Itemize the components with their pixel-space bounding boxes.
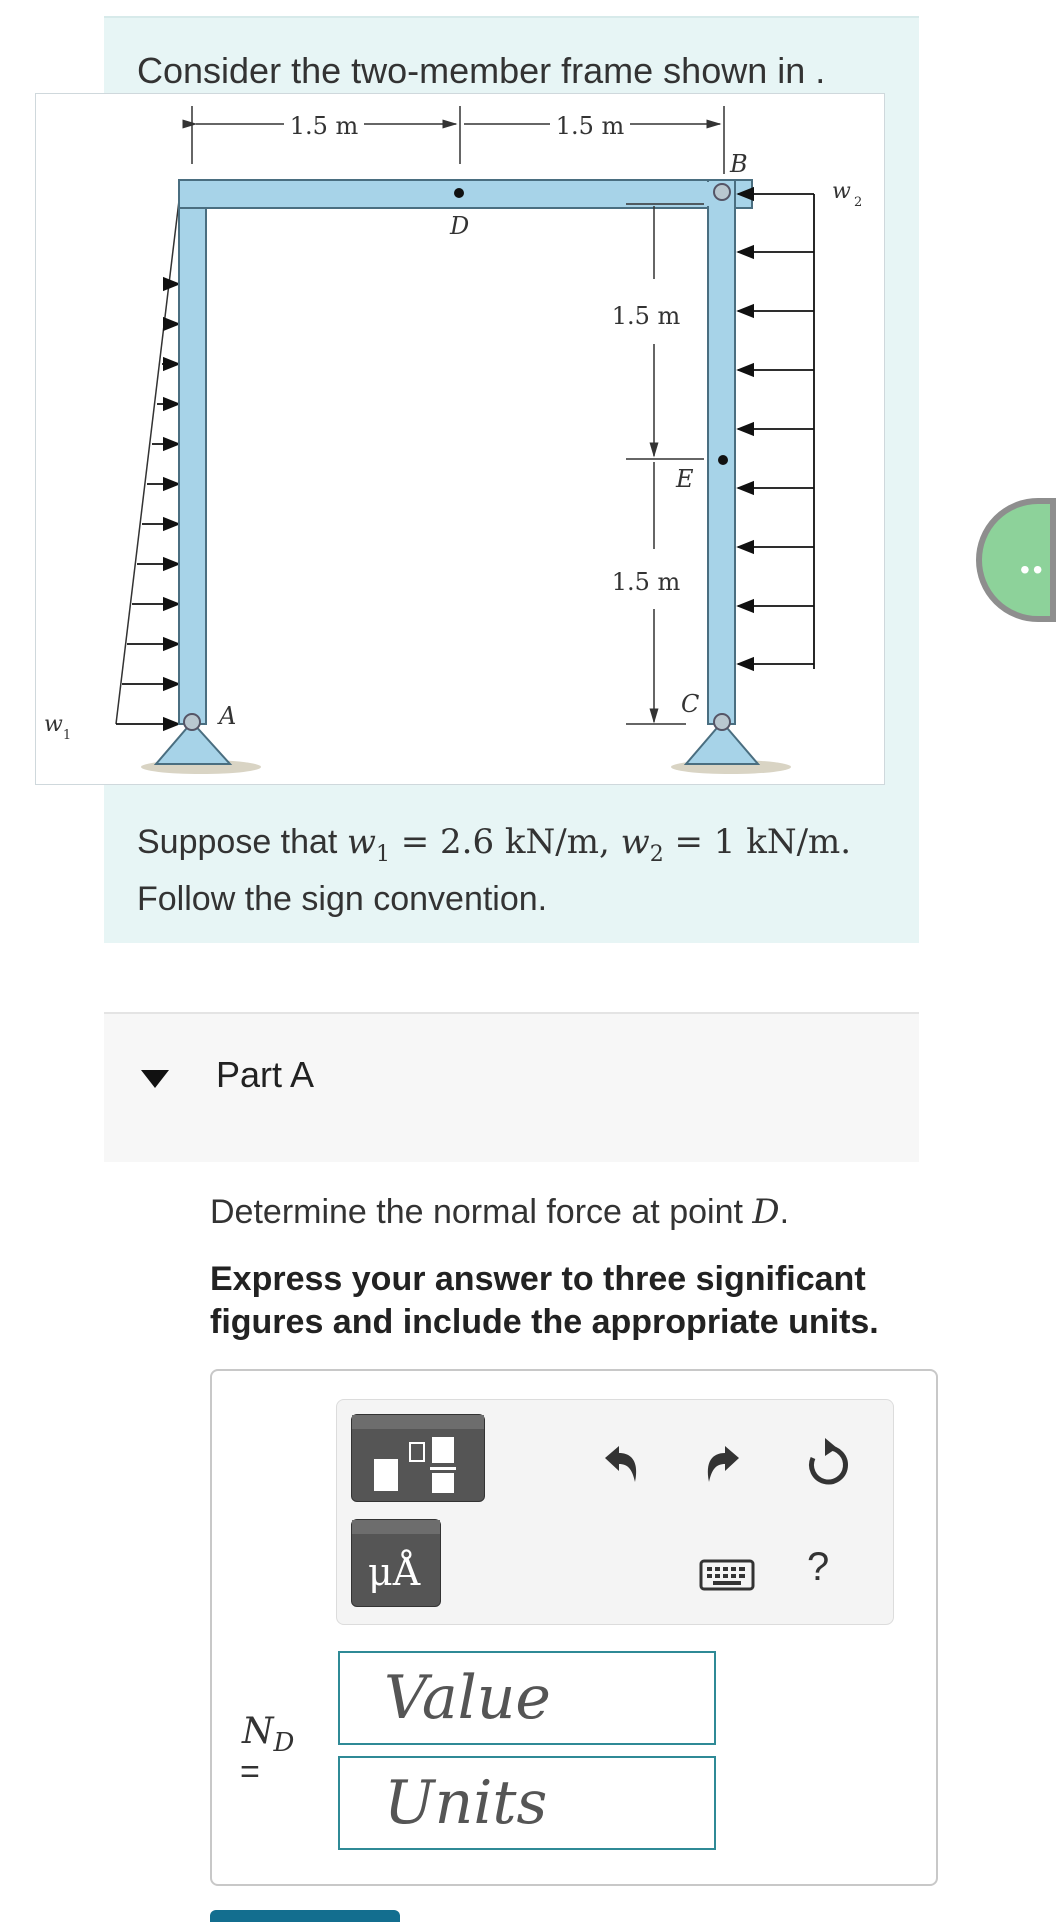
- reset-icon[interactable]: [803, 1438, 853, 1490]
- top-dimensions: [192, 106, 724, 174]
- keyboard-icon[interactable]: [699, 1558, 755, 1592]
- templates-button[interactable]: [351, 1414, 485, 1502]
- frame-members: [179, 180, 752, 724]
- sign-convention-text: Follow the sign convention.: [137, 879, 548, 918]
- label-c: C: [681, 690, 700, 718]
- submit-button[interactable]: [210, 1910, 400, 1922]
- dim-label-right: 1.5 m: [555, 112, 625, 140]
- symbols-button[interactable]: [351, 1519, 441, 1607]
- problem-intro-title: Consider the two-member frame shown in .: [137, 50, 826, 91]
- label-b: B: [730, 150, 748, 178]
- units-input[interactable]: [340, 1758, 714, 1848]
- answer-panel: [210, 1369, 938, 1886]
- label-w2-sub: 2: [854, 195, 863, 210]
- value-input[interactable]: [340, 1653, 714, 1743]
- part-a-title: Part A: [216, 1054, 315, 1095]
- w2-distributed-load: [738, 194, 814, 669]
- more-dots-icon: ••: [1020, 554, 1046, 585]
- label-e: E: [676, 465, 694, 493]
- dim-label-lower: 1.5 m: [611, 568, 681, 596]
- point-d-marker: [454, 188, 464, 198]
- label-d: D: [450, 212, 470, 240]
- undo-icon[interactable]: [599, 1438, 643, 1488]
- label-a: A: [219, 702, 237, 730]
- symbols-label: μÅ: [368, 1550, 421, 1594]
- math-toolbar: [336, 1399, 894, 1625]
- redo-icon[interactable]: [701, 1438, 745, 1488]
- value-field[interactable]: [338, 1651, 716, 1745]
- label-w1: $w_1$: [44, 712, 72, 743]
- units-field[interactable]: [338, 1756, 716, 1850]
- point-e-marker: [718, 455, 728, 465]
- dim-label-upper: 1.5 m: [611, 302, 681, 330]
- help-button[interactable]: ?: [807, 1545, 830, 1589]
- collapse-caret-icon[interactable]: [141, 1070, 169, 1088]
- answer-instruction: Express your answer to three significant figures and include the appropriate units.: [210, 1260, 879, 1341]
- vertical-dimensions: [626, 204, 704, 724]
- equals-sign: =: [240, 1753, 260, 1791]
- w1-distributed-load: [116, 184, 181, 724]
- dim-label-left: 1.5 m: [289, 112, 359, 140]
- templates-icon: [352, 1415, 484, 1501]
- side-drawer-handle[interactable]: [976, 498, 1056, 622]
- frame-diagram: [36, 94, 884, 784]
- given-values: Suppose that $w_1 = 2.6$ kN/m, $w_2 = 1$ kN/m. Follow the sign convention.: [137, 822, 852, 918]
- frame-figure: [35, 93, 885, 785]
- part-a-header[interactable]: [104, 1012, 919, 1162]
- answer-variable-label: $N_D$: [242, 1711, 295, 1759]
- question-text: Determine the normal force at point D.: [210, 1192, 790, 1232]
- label-w2: w: [832, 179, 851, 204]
